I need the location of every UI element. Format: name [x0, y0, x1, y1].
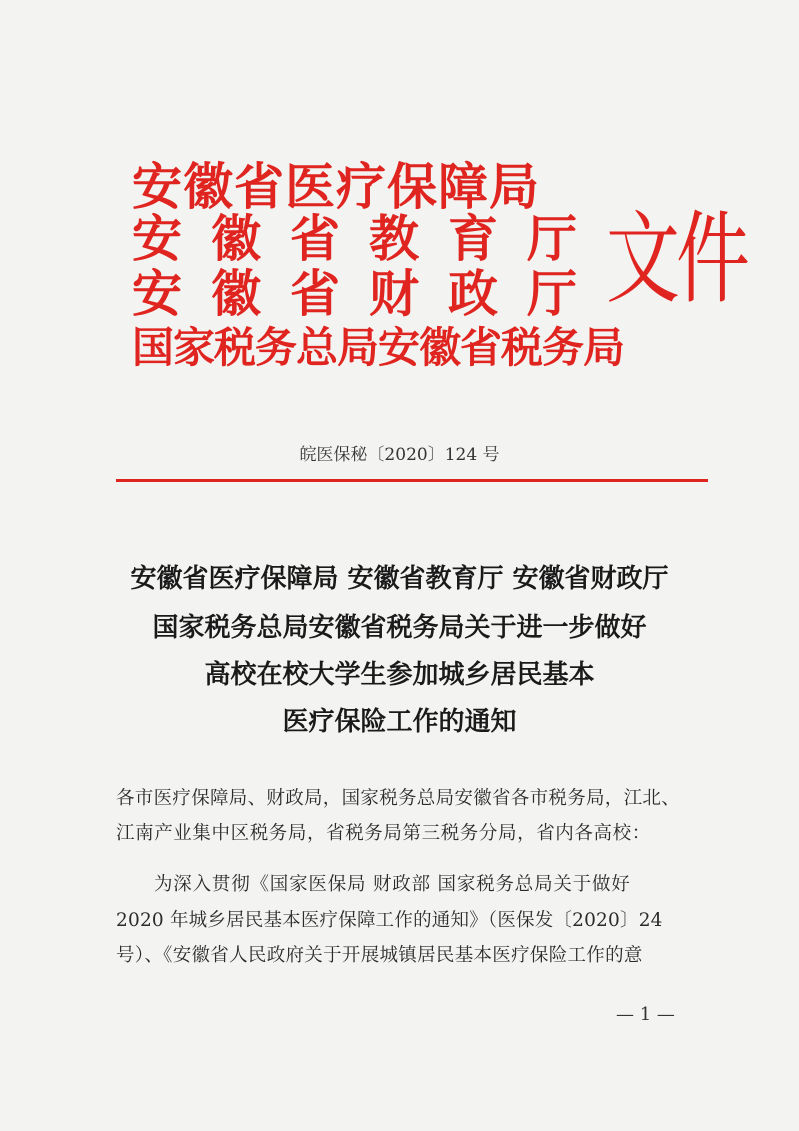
document-title-line: 国家税务总局安徽省税务局关于进一步做好	[152, 613, 647, 643]
body-text-line: 江南产业集中区税务局，省税务局第三税务分局，省内各高校：	[116, 823, 651, 844]
body-text-line: 2020 年城乡居民基本医疗保障工作的通知》（医保发〔2020〕24	[116, 910, 663, 931]
document-title-line: 安徽省医疗保障局 安徽省教育厅 安徽省财政厅	[130, 564, 669, 594]
page-number: — 1 —	[616, 1004, 675, 1025]
document-title-line: 医疗保险工作的通知	[282, 707, 517, 737]
document-title-line: 高校在校大学生参加城乡居民基本	[204, 660, 595, 690]
body-text-line: 为深入贯彻《国家医保局 财政部 国家税务总局关于做好	[154, 874, 631, 895]
issuer-tax-bureau: 国家税务总局安徽省税务局	[132, 323, 625, 372]
issuer-education-department: 安徽省教育厅	[132, 209, 606, 268]
red-divider-line	[116, 479, 708, 482]
document-header	[132, 152, 746, 372]
issuer-medical-security-bureau: 安徽省医疗保障局	[132, 157, 540, 216]
body-text-line: 各市医疗保障局、财政局，国家税务总局安徽省各市税务局，江北、	[116, 788, 681, 809]
issuer-finance-department: 安徽省财政厅	[132, 264, 606, 323]
document-number: 皖医保秘〔2020〕124 号	[299, 445, 500, 465]
document-type-label: 文件	[606, 201, 746, 318]
body-text-line: 号）、《安徽省人民政府关于开展城镇居民基本医疗保险工作的意	[116, 945, 643, 966]
